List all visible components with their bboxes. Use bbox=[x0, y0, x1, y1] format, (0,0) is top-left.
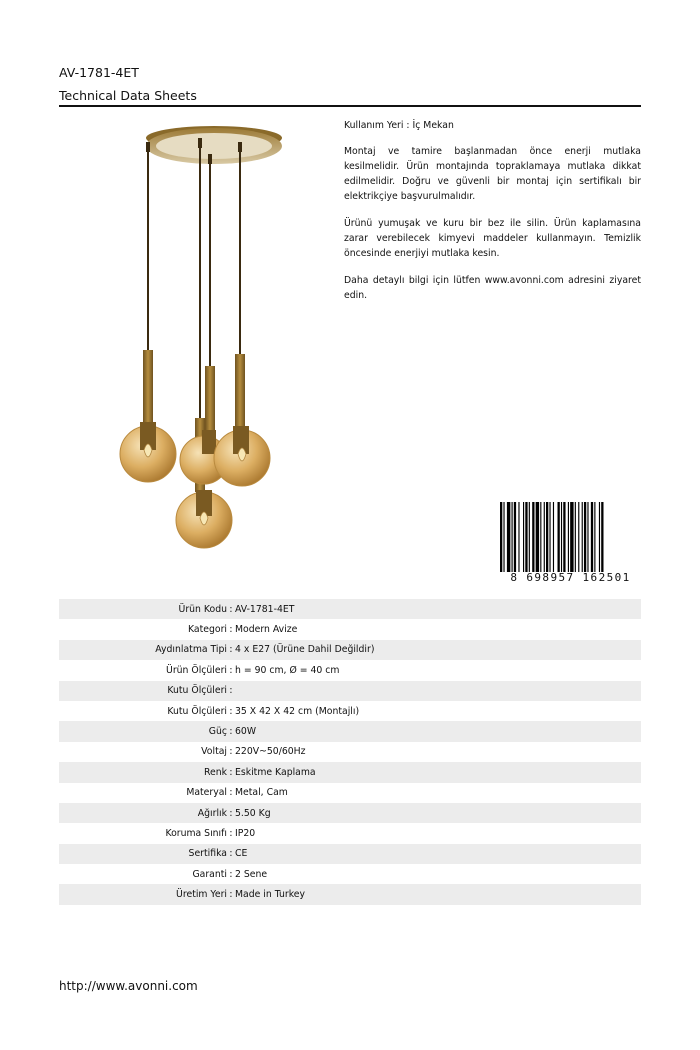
spec-row bbox=[59, 640, 641, 660]
spec-row bbox=[59, 681, 641, 701]
spec-row bbox=[59, 721, 641, 741]
spec-label: Ürün Ölçüleri bbox=[166, 664, 227, 676]
barcode-bar bbox=[523, 502, 524, 572]
spec-row bbox=[59, 803, 641, 823]
spec-value: Eskitme Kaplama bbox=[235, 766, 316, 778]
spec-label: Kutu Ölçüleri bbox=[167, 685, 227, 697]
spec-row bbox=[59, 783, 641, 803]
spec-separator: : bbox=[229, 685, 233, 697]
safety-paragraph: Montaj ve tamire başlanmadan önce enerji mutlaka kesilmelidir. Ürün montajında topraklamaya mutlaka dikkat edilmelidir. Doğru ve güvenli bir montaj için sertifikalı bir elektrikçiye başvurulmalıdır. bbox=[344, 146, 641, 202]
spec-row bbox=[59, 619, 641, 639]
barcode-bar bbox=[518, 502, 519, 572]
barcode-bar bbox=[599, 502, 600, 572]
barcode-bar bbox=[591, 502, 593, 572]
barcode-bar bbox=[549, 502, 550, 572]
spec-label: Renk bbox=[203, 766, 227, 778]
spec-row bbox=[59, 762, 641, 782]
spec-separator: : bbox=[229, 726, 233, 738]
footer-url: http://www.avonni.com bbox=[59, 979, 198, 993]
barcode-bar bbox=[540, 502, 541, 572]
spec-separator: : bbox=[229, 664, 233, 676]
barcode-bar bbox=[525, 502, 527, 572]
barcode-bar bbox=[561, 502, 562, 572]
spec-label: Koruma Sınıfı bbox=[165, 827, 227, 839]
spec-row bbox=[59, 884, 641, 904]
spec-separator: : bbox=[229, 746, 233, 758]
spec-row bbox=[59, 864, 641, 884]
spec-value: 2 Sene bbox=[235, 868, 268, 880]
spec-separator: : bbox=[229, 868, 233, 880]
barcode-bar bbox=[578, 502, 579, 572]
barcode-bar bbox=[594, 502, 595, 572]
spec-label: Garanti bbox=[192, 868, 227, 880]
spec-separator: : bbox=[229, 766, 233, 778]
spec-value: 60W bbox=[235, 726, 257, 738]
spec-label: Kategori bbox=[188, 624, 227, 636]
spec-value: 5.50 Kg bbox=[235, 807, 271, 819]
spec-label: Kutu Ölçüleri bbox=[167, 705, 227, 717]
cleaning-paragraph: Ürünü yumuşak ve kuru bir bez ile silin. Ürün kaplamasına zarar verebilecek kimyevi maddeler kullanmayın. Temizlik öncesinde enerjiyi mutlaka kesin. bbox=[344, 218, 641, 259]
spec-value: h = 90 cm, Ø = 40 cm bbox=[235, 664, 340, 676]
barcode-digits: 8 698957 162501 bbox=[500, 572, 641, 584]
spec-label: Aydınlatma Tipi bbox=[155, 644, 227, 656]
spec-separator: : bbox=[229, 644, 233, 656]
spec-label: Güç bbox=[208, 726, 227, 738]
spec-label: Üretim Yeri bbox=[176, 889, 227, 901]
header-divider bbox=[59, 105, 641, 107]
barcode-bar bbox=[532, 502, 534, 572]
spec-label: Ağırlık bbox=[197, 807, 227, 819]
barcode-bar bbox=[546, 502, 548, 572]
info-block bbox=[344, 118, 641, 315]
spec-value: 4 x E27 (Ürüne Dahil Değildir) bbox=[235, 644, 375, 656]
spec-value: CE bbox=[235, 848, 248, 860]
spec-value: IP20 bbox=[235, 827, 256, 839]
spec-value: Modern Avize bbox=[235, 624, 298, 636]
spec-row bbox=[59, 844, 641, 864]
spec-value: 220V~50/60Hz bbox=[235, 746, 306, 758]
usage-location: Kullanım Yeri : İç Mekan bbox=[344, 120, 454, 131]
barcode-bar bbox=[512, 502, 513, 572]
spec-value: Made in Turkey bbox=[235, 889, 305, 901]
spec-value: Metal, Cam bbox=[235, 787, 288, 799]
spec-separator: : bbox=[229, 705, 233, 717]
spec-row bbox=[59, 823, 641, 843]
pendant-chandelier-image bbox=[100, 118, 320, 563]
spec-value: AV-1781-4ET bbox=[235, 603, 295, 615]
document-subtitle: Technical Data Sheets bbox=[59, 88, 197, 103]
spec-separator: : bbox=[229, 807, 233, 819]
barcode-bar bbox=[568, 502, 569, 572]
spec-row bbox=[59, 742, 641, 762]
barcode-bar bbox=[544, 502, 545, 572]
barcode-bar bbox=[514, 502, 516, 572]
website-paragraph: Daha detaylı bilgi için lütfen www.avonni.com adresini ziyaret edin. bbox=[344, 275, 641, 301]
barcode-bar bbox=[584, 502, 586, 572]
barcode-bar bbox=[558, 502, 560, 572]
barcode-bar bbox=[563, 502, 565, 572]
spec-value: 35 X 42 X 42 cm (Montajlı) bbox=[235, 705, 360, 717]
spec-row bbox=[59, 701, 641, 721]
barcode-bar bbox=[582, 502, 583, 572]
spec-label: Sertifika bbox=[188, 848, 227, 860]
barcode-bar bbox=[507, 502, 510, 572]
spec-separator: : bbox=[229, 889, 233, 901]
spec-table bbox=[59, 599, 641, 905]
spec-separator: : bbox=[229, 827, 233, 839]
spec-label: Voltaj bbox=[201, 746, 227, 758]
spec-row bbox=[59, 599, 641, 619]
barcode-bar bbox=[536, 502, 539, 572]
barcode-bar bbox=[529, 502, 530, 572]
barcode-bar bbox=[570, 502, 573, 572]
spec-label: Materyal bbox=[186, 787, 227, 799]
spec-separator: : bbox=[229, 603, 233, 615]
spec-separator: : bbox=[229, 787, 233, 799]
barcode-bar bbox=[587, 502, 588, 572]
spec-row bbox=[59, 660, 641, 680]
product-code-title: AV-1781-4ET bbox=[59, 65, 139, 80]
barcode-bar bbox=[575, 502, 576, 572]
spec-separator: : bbox=[229, 624, 233, 636]
spec-label: Ürün Kodu bbox=[178, 603, 227, 615]
spec-separator: : bbox=[229, 848, 233, 860]
